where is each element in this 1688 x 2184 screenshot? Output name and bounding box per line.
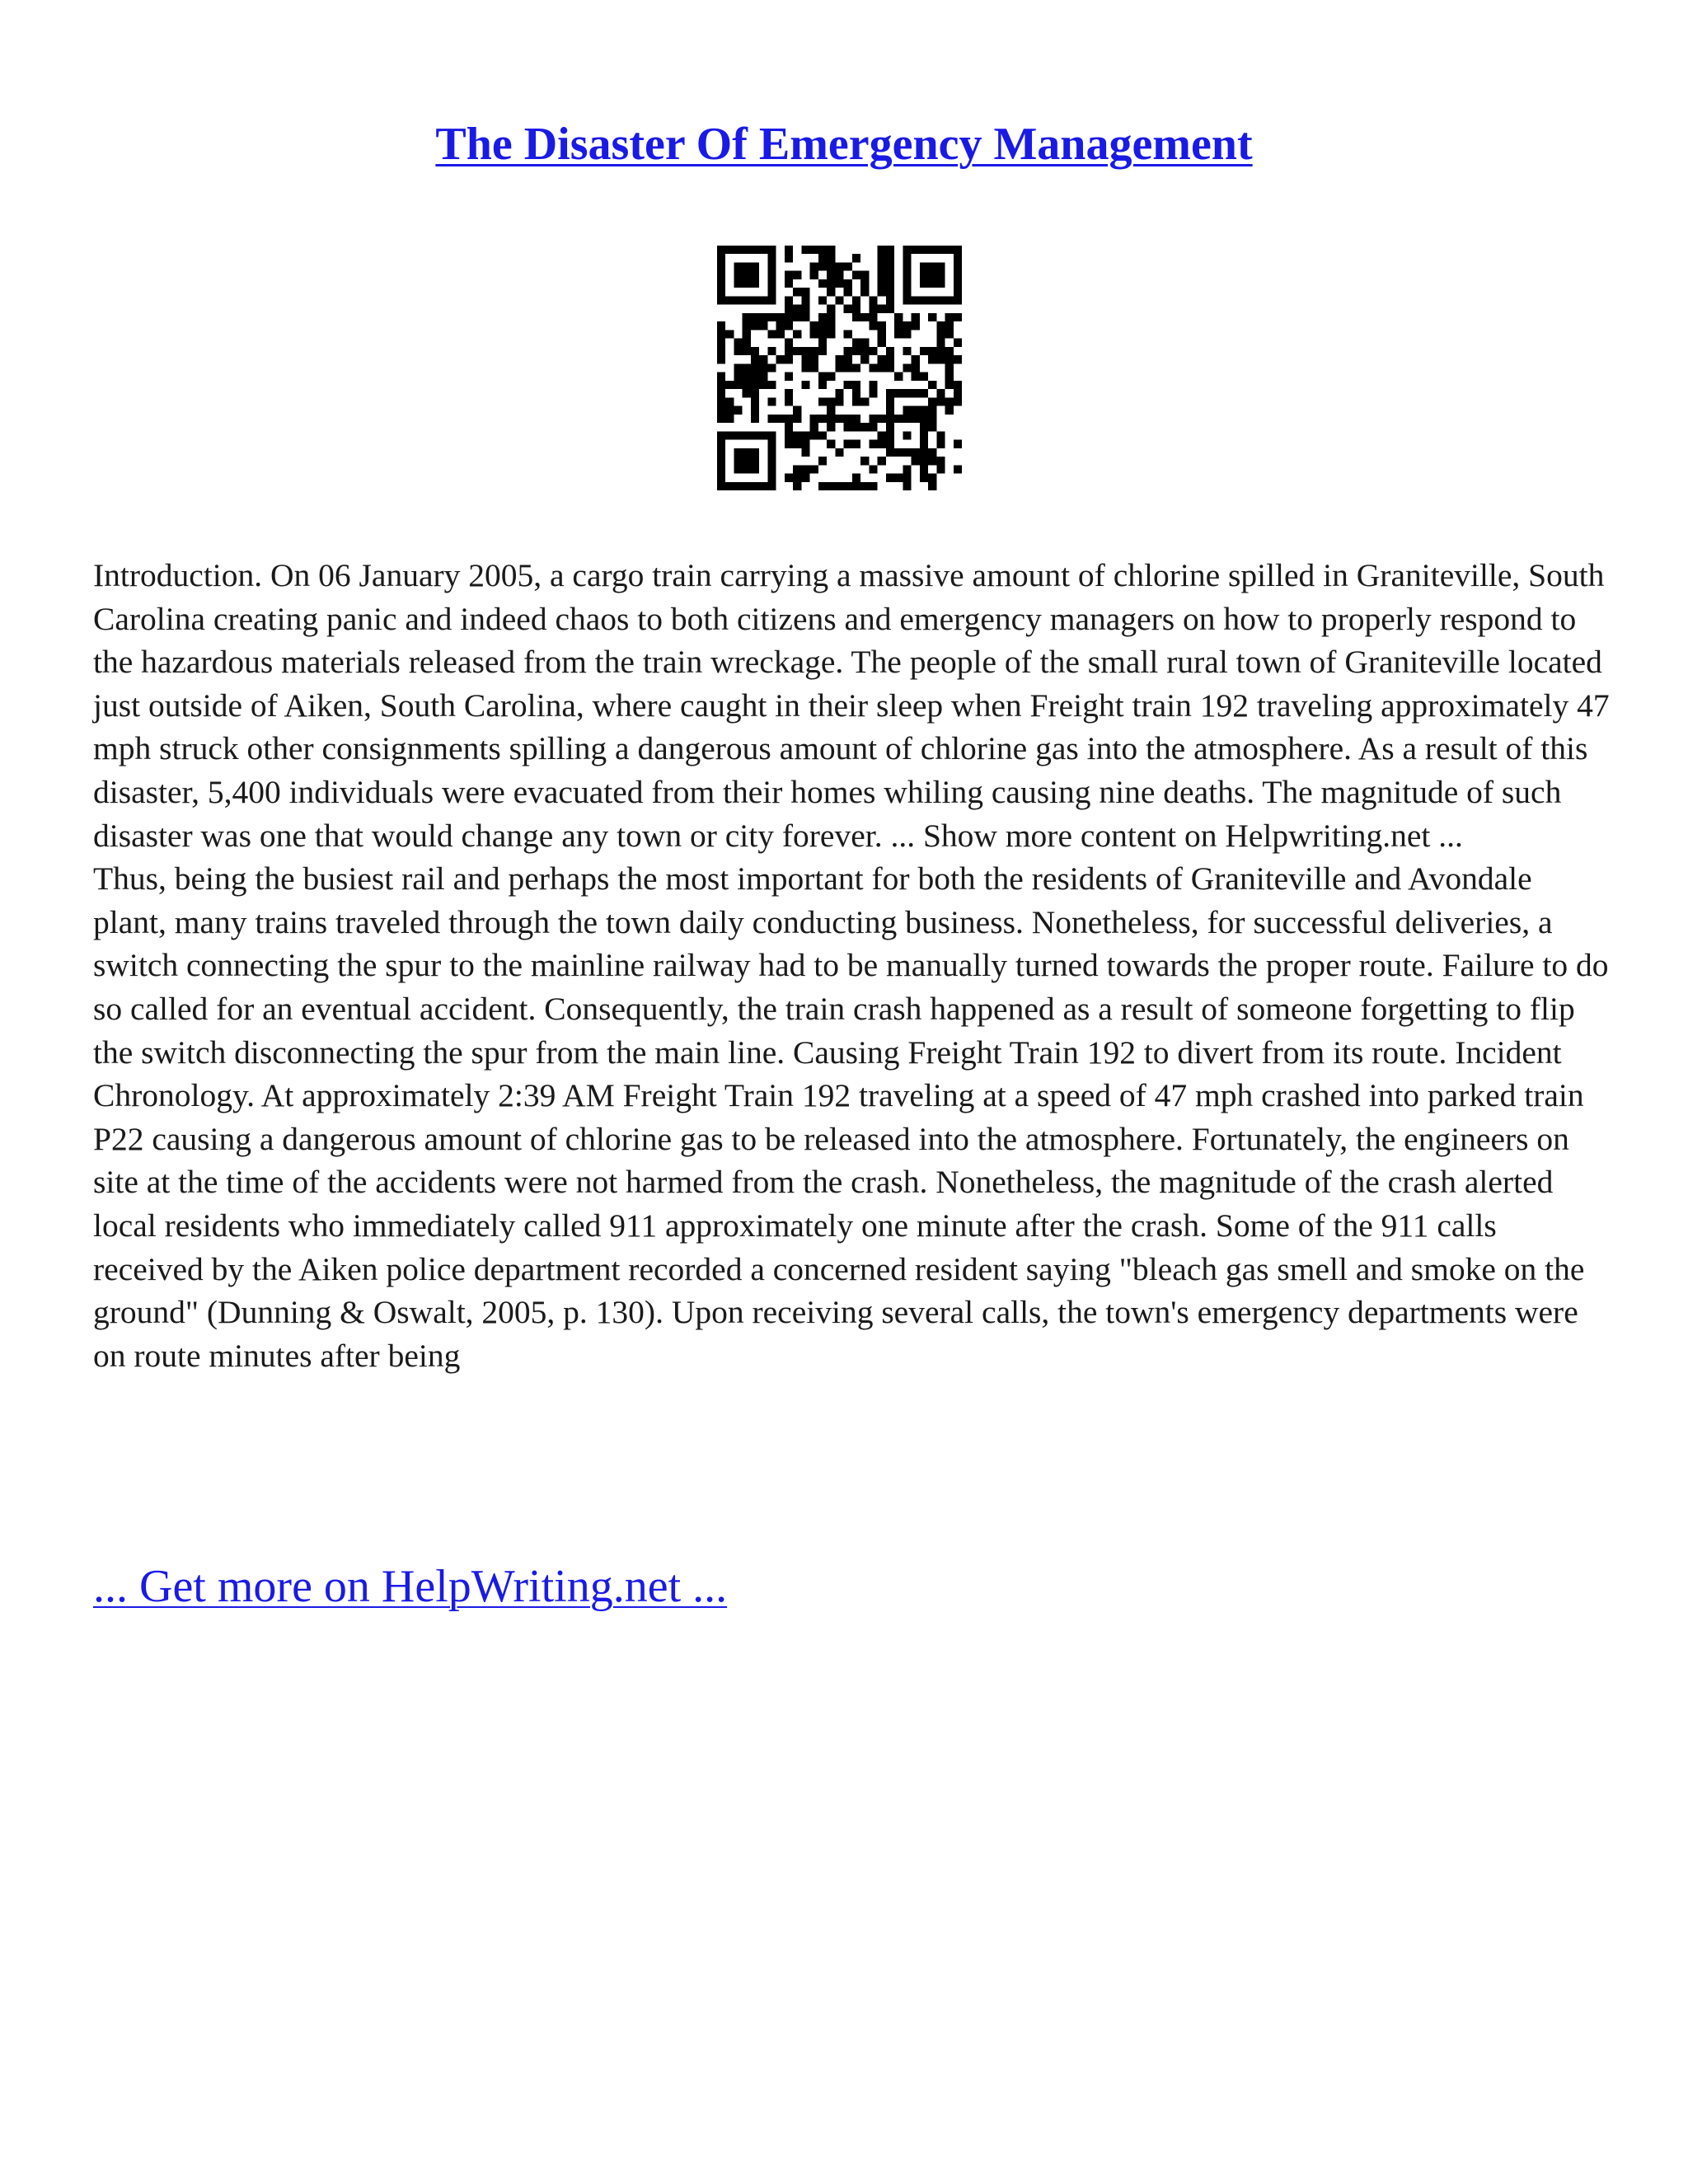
paragraph-introduction: Introduction. On 06 January 2005, a cargo train carrying a massive amount of chlorine spilled in Graniteville, South Carolina creating panic and indeed chaos to both citizens and emergency managers on how to properly respond to the hazardous materials released from the train wreckage. The people of the small rural town of Graniteville located just outside of Aiken, South Carolina, where caught in their sleep when Freight train 192 traveling approximately 47 mph struck other consignments spilling a dangerous amount of chlorine gas into the atmosphere. As a result of this disaster, 5,400 individuals were evacuated from their homes whiling causing nine deaths. The magnitude of such disaster was one that would change any town or city forever. ... Show more content on Helpwriting.net ... [93,557,1610,854]
title-link[interactable]: The Disaster Of Emergency Management [435,119,1253,170]
document-title [0,115,1688,173]
get-more-link-container [93,1558,727,1615]
article-body [93,554,1610,1377]
get-more-link[interactable]: ... Get more on HelpWriting.net ... [93,1561,728,1612]
paragraph-chronology: Thus, being the busiest rail and perhaps the most important for both the residents of Graniteville and Avondale plant, many trains traveled through the town daily conducting business. Nonetheless, for successful deliveries, a switch connecting the spur to the mainline railway had to be manually turned towards the proper route. Failure to do so called for an eventual accident. Consequently, the train crash happened as a result of someone forgetting to flip the switch disconnecting the spur from the main line. Causing Freight Train 192 to divert from its route. Incident Chronology. At approximately 2:39 AM Freight Train 192 traveling at a speed of 47 mph crashed into parked train P22 causing a dangerous amount of chlorine gas to be released into the atmosphere. Fortunately, the engineers on site at the time of the accidents were not harmed from the crash. Nonetheless, the magnitude of the crash alerted local residents who immediately called 911 approximately one minute after the crash. Some of the 911 calls received by the Aiken police department recorded a concerned resident saying "bleach gas smell and smoke on the ground" (Dunning & Oswalt, 2005, p. 130). Upon receiving several calls, the town's emergency departments were on route minutes after being [93,860,1609,1374]
qr-code-icon [717,246,962,490]
